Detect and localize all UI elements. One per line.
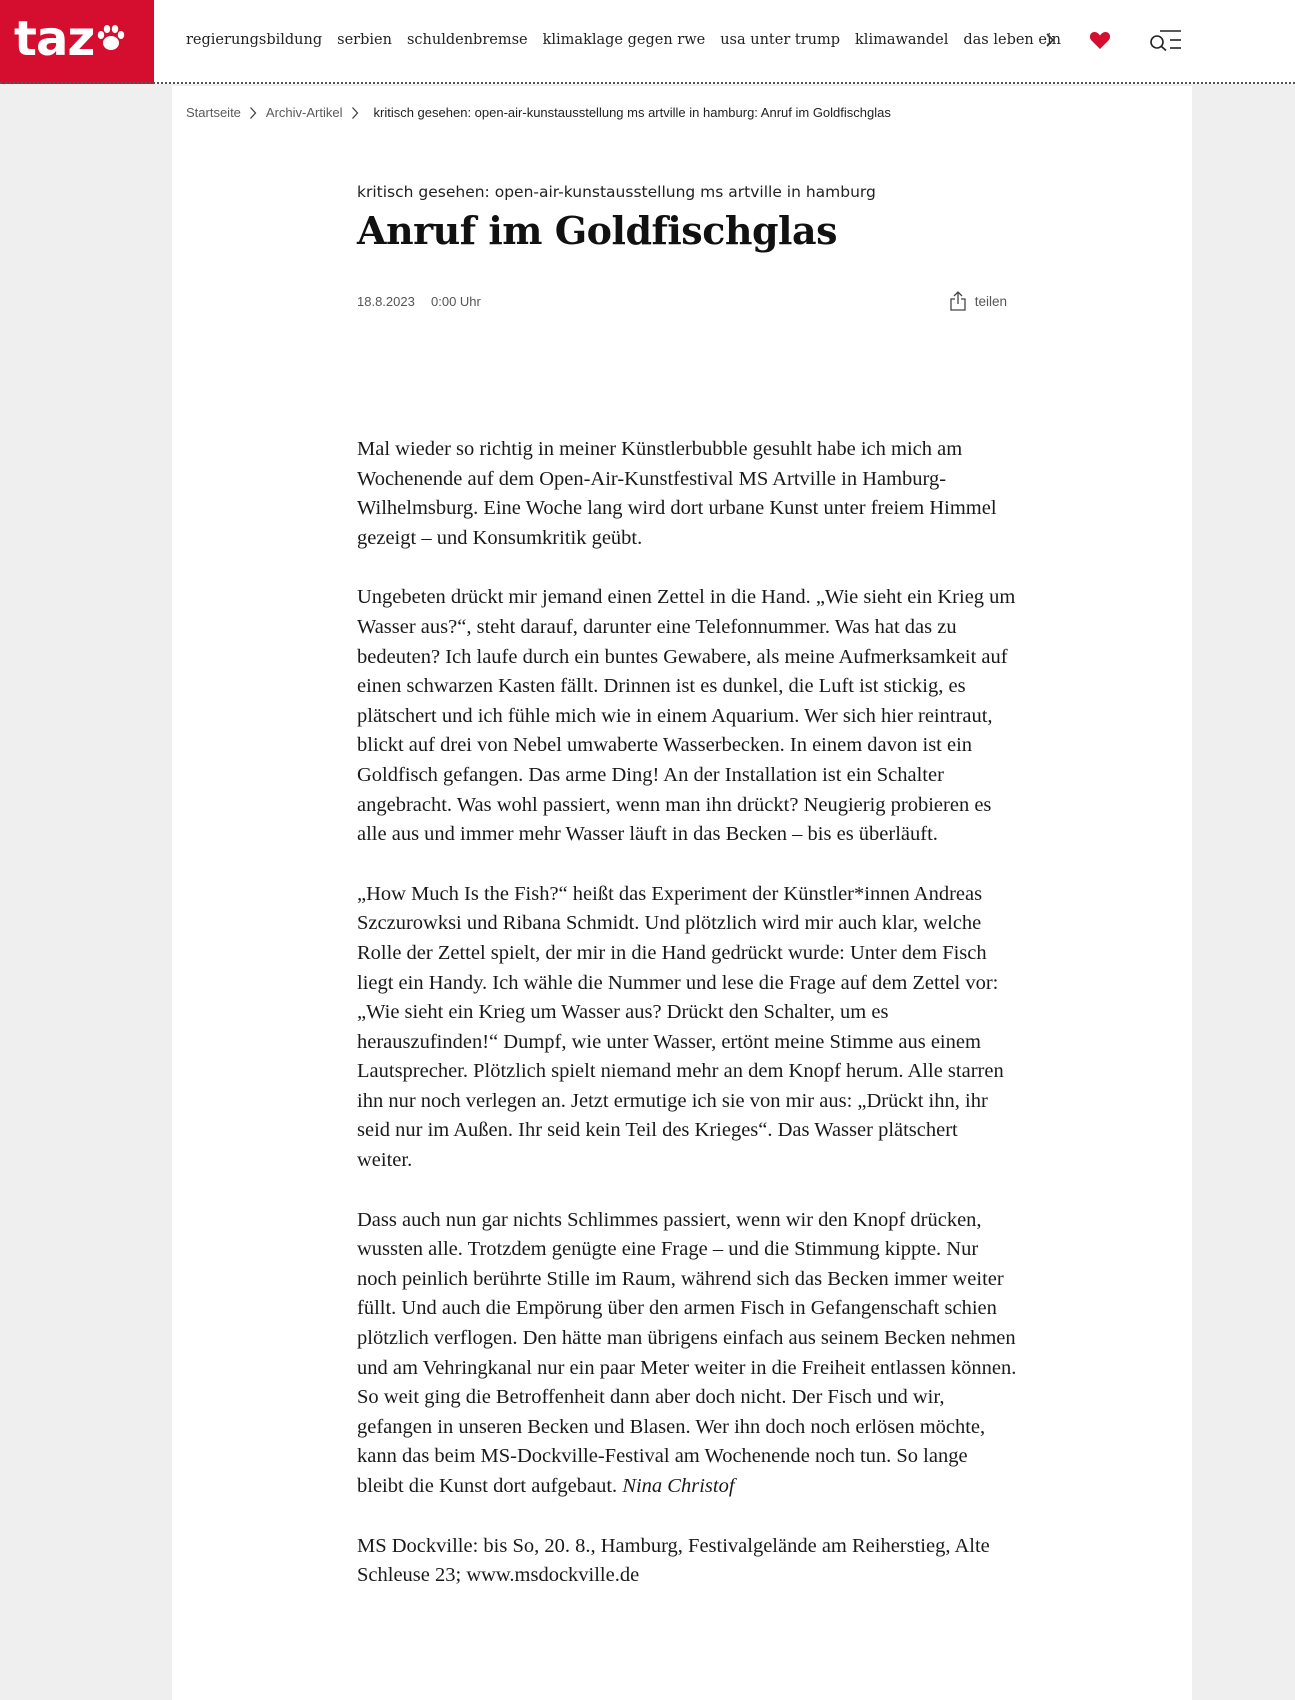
publish-time: 0:00 Uhr (431, 294, 481, 309)
breadcrumb-current: kritisch gesehen: open-air-kunstausstellung ms artville in hamburg: Anruf im Goldfischglas (373, 105, 891, 120)
share-label: teilen (974, 293, 1007, 309)
topic-link[interactable]: das leben ein (963, 32, 1061, 48)
paragraph-text: Dass auch nun gar nichts Schlimmes passiert, wenn wir den Knopf drücken, wussten alle. Trotzdem genügte eine Frage – und die Stimmung kippte. Nur noch peinlich berührte Stille im Raum, während sich das Becken immer weiter füllt. Und auch die Empörung über den armen Fisch in Gefangenschaft schien plötzlich verflogen. Den hätte man übrigens einfach aus seinem Becken nehmen und am Vehringkanal nur ein paar Meter weiter in die Freiheit entlassen können. So weit ging die Betroffenheit dann aber doch nicht. Der Fisch und wir, gefangen in unseren Becken und Blasen. Wer ihn doch noch erlösen möchte, kann das beim MS-Dockville-Festival am Wochenende noch tun. So lange bleibt die Kunst dort aufgebaut. (357, 1208, 1017, 1497)
breadcrumb (186, 105, 891, 120)
topic-nav (186, 0, 1061, 80)
topic-link[interactable]: schuldenbremse (406, 32, 528, 48)
chevron-right-icon (351, 106, 359, 120)
share-icon (949, 291, 967, 311)
article-body (357, 435, 1017, 1621)
search-menu-icon[interactable] (1148, 28, 1182, 52)
site-header (0, 0, 1295, 84)
publish-date: 18.8.2023 (357, 294, 415, 309)
article-meta (357, 291, 1007, 313)
logo-text: taz (14, 11, 95, 67)
share-button[interactable] (949, 291, 1007, 311)
chevron-right-icon[interactable] (1043, 30, 1057, 50)
article-page (172, 86, 1192, 1700)
topic-link[interactable]: klimaklage gegen rwe (542, 32, 706, 48)
topic-link[interactable]: usa unter trump (720, 32, 841, 48)
topic-link[interactable]: serbien (337, 32, 392, 48)
topic-link[interactable]: regierungsbildung (186, 32, 323, 48)
article-paragraph (357, 1206, 1017, 1502)
paw-icon (96, 24, 126, 54)
article-kicker: kritisch gesehen: open-air-kunstausstellung ms artville in hamburg (357, 183, 876, 201)
article-paragraph: Mal wieder so richtig in meiner Künstlerbubble gesuhlt habe ich mich am Wochenende auf dem Open-Air-Kunstfestival MS Artville in Hamburg-Wilhelmsburg. Eine Woche lang wird dort urbane Kunst unter freiem Himmel gezeigt – und Konsumkritik geübt. (357, 438, 997, 549)
article-paragraph: „How Much Is the Fish?“ heißt das Experiment der Künstler*innen Andreas Szczurowksi und Ribana Schmidt. Und plötzlich wird mir auch klar, welche Rolle der Zettel spielt, der mir in die Hand gedrückt wurde: Unter dem Fisch liegt ein Handy. Ich wähle die Nummer und lese die Frage auf dem Zettel vor: „Wie sieht ein Krieg um Wasser aus? Drückt den Schalter, um es herauszufinden!“ Dumpf, wie unter Wasser, ertönt meine Stimme aus einem Lautsprecher. Plötzlich spielt niemand mehr an dem Knopf herum. Alle starren ihn nur noch verlegen an. Jetzt ermutige ich sie von mir aus: „Drückt ihn, ihr seid nur im Außen. Ihr seid kein Teil des Krieges“. Das Wasser plätschert weiter. (357, 882, 1004, 1172)
topic-link[interactable]: klimawandel (855, 32, 949, 48)
heart-icon[interactable] (1089, 30, 1111, 50)
article-info-paragraph: MS Dockville: bis So, 20. 8., Hamburg, Festivalgelände am Reiherstieg, Alte Schleuse 23; www.msdockville.de (357, 1534, 990, 1587)
article-paragraph: Ungebeten drückt mir jemand einen Zettel in die Hand. „Wie sieht ein Krieg um Wasser aus?“, steht darauf, darunter eine Telefonnummer. Was hat das zu bedeuten? Ich laufe durch ein buntes Gewabere, als meine Aufmerksamkeit auf einen schwarzen Kasten fällt. Drinnen ist es dunkel, die Luft ist stickig, es plätschert und ich fühle mich wie in einem Aquarium. Wer sich hier reintraut, blickt auf drei von Nebel umwaberte Wasserbecken. In einem davon ist ein Goldfisch gefangen. Das arme Ding! An der Installation ist ein Schalter angebracht. Was wohl passiert, wenn man ihn drückt? Neugierig probieren es alle aus und immer mehr Wasser läuft in das Becken – bis es überläuft. (357, 586, 1016, 846)
chevron-right-icon (249, 106, 257, 120)
article-header (357, 182, 1007, 254)
breadcrumb-home[interactable]: Startseite (186, 105, 241, 120)
breadcrumb-archive[interactable]: Archiv-Artikel (265, 105, 343, 120)
author-name: Nina Christof (622, 1475, 735, 1497)
taz-logo[interactable] (0, 0, 154, 84)
article-headline: Anruf im Goldfischglas (357, 208, 837, 254)
